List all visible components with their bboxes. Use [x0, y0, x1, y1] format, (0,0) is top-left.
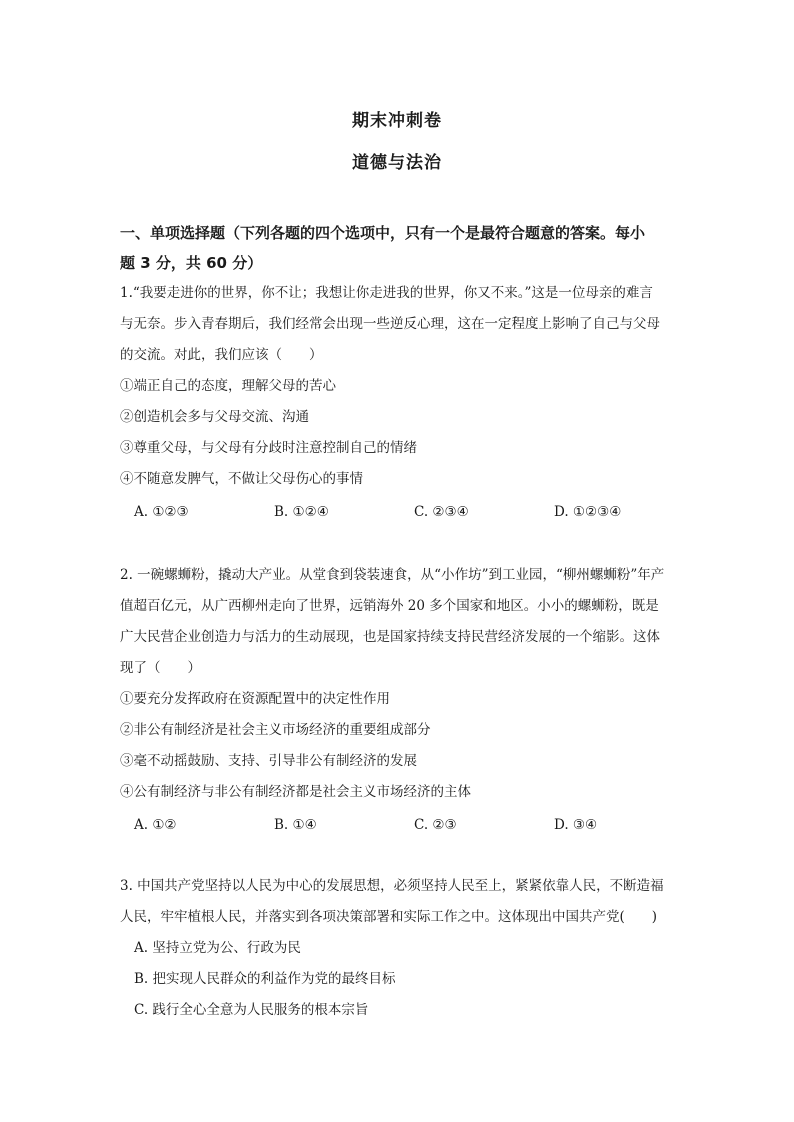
- subject-title: 道德与法治: [352, 153, 442, 173]
- statement: ④公有制经济与非公有制经济都是社会主义市场经济的主体: [120, 784, 471, 800]
- spacer: [120, 841, 682, 871]
- question-stem-line: 人民，牢牢植根人民，并落实到各项决策部署和实际工作之中。这体现出中国共产党( ): [120, 909, 658, 925]
- question-3: [120, 871, 682, 1026]
- option-a: A. ①②: [134, 817, 177, 833]
- option-a: A. 坚持立党为公、行政为民: [134, 940, 301, 956]
- statement: ①要充分发挥政府在资源配置中的决定性作用: [120, 691, 390, 707]
- option-c: C. 践行全心全意为人民服务的根本宗旨: [134, 1002, 369, 1018]
- statement: ①端正自己的态度，理解父母的苦心: [120, 378, 336, 394]
- spacer: [120, 528, 682, 560]
- question-stem-line: 值超百亿元，从广西柳州走向了世界，远销海外 20 多个国家和地区。小小的螺蛳粉，既是: [120, 598, 659, 614]
- question-stem-line: 与无奈。步入青春期后，我们经常会出现一些逆反心理，这在一定程度上影响了自己与父母: [120, 316, 660, 332]
- answer-options: [120, 497, 682, 528]
- option-a: A. ①②③: [134, 504, 189, 520]
- statement: ③毫不动摇鼓励、支持、引导非公有制经济的发展: [120, 753, 417, 769]
- statement: ④不随意发脾气，不做让父母伤心的事情: [120, 471, 363, 487]
- statement: ②创造机会多与父母交流、沟通: [120, 409, 309, 425]
- question-stem-line: 现了（ ）: [120, 660, 201, 676]
- option-b: B. ①②④: [274, 504, 329, 520]
- option-b: B. 把实现人民群众的利益作为党的最终目标: [134, 971, 396, 987]
- exam-content: [120, 218, 682, 1026]
- exam-title: 期末冲刺卷: [352, 111, 442, 131]
- question-stem-line: 3. 中国共产党坚持以人民为中心的发展思想，必须坚持人民至上，紧紧依靠人民，不断造福: [120, 878, 664, 894]
- question-stem-line: 广大民营企业创造力与活力的生动展现，也是国家持续支持民营经济发展的一个缩影。这体: [120, 629, 660, 645]
- answer-options: [120, 810, 682, 841]
- question-stem-line: 的交流。对此，我们应该（ ）: [120, 347, 323, 363]
- question-stem-line: 2. 一碗螺蛳粉，撬动大产业。从堂食到袋装速食，从“小作坊”到工业园，“柳州螺蛳粉”年产: [120, 567, 665, 583]
- section-heading-line-1: 一、单项选择题（下列各题的四个选项中，只有一个是最符合题意的答案。每小: [120, 224, 646, 242]
- question-1: [120, 278, 682, 528]
- section-heading-line-2: 题 3 分，共 60 分）: [120, 254, 263, 272]
- statement: ②非公有制经济是社会主义市场经济的重要组成部分: [120, 722, 431, 738]
- option-b: B. ①④: [274, 817, 317, 833]
- option-d: D. ①②③④: [554, 504, 622, 520]
- question-2: [120, 560, 682, 841]
- option-c: C. ②③④: [414, 504, 469, 520]
- question-stem-line: 1.“我要走进你的世界，你不让；我想让你走进我的世界，你又不来。”这是一位母亲的难言: [120, 285, 653, 301]
- option-d: D. ③④: [554, 817, 598, 833]
- option-c: C. ②③: [414, 817, 457, 833]
- statement: ③尊重父母，与父母有分歧时注意控制自己的情绪: [120, 440, 417, 456]
